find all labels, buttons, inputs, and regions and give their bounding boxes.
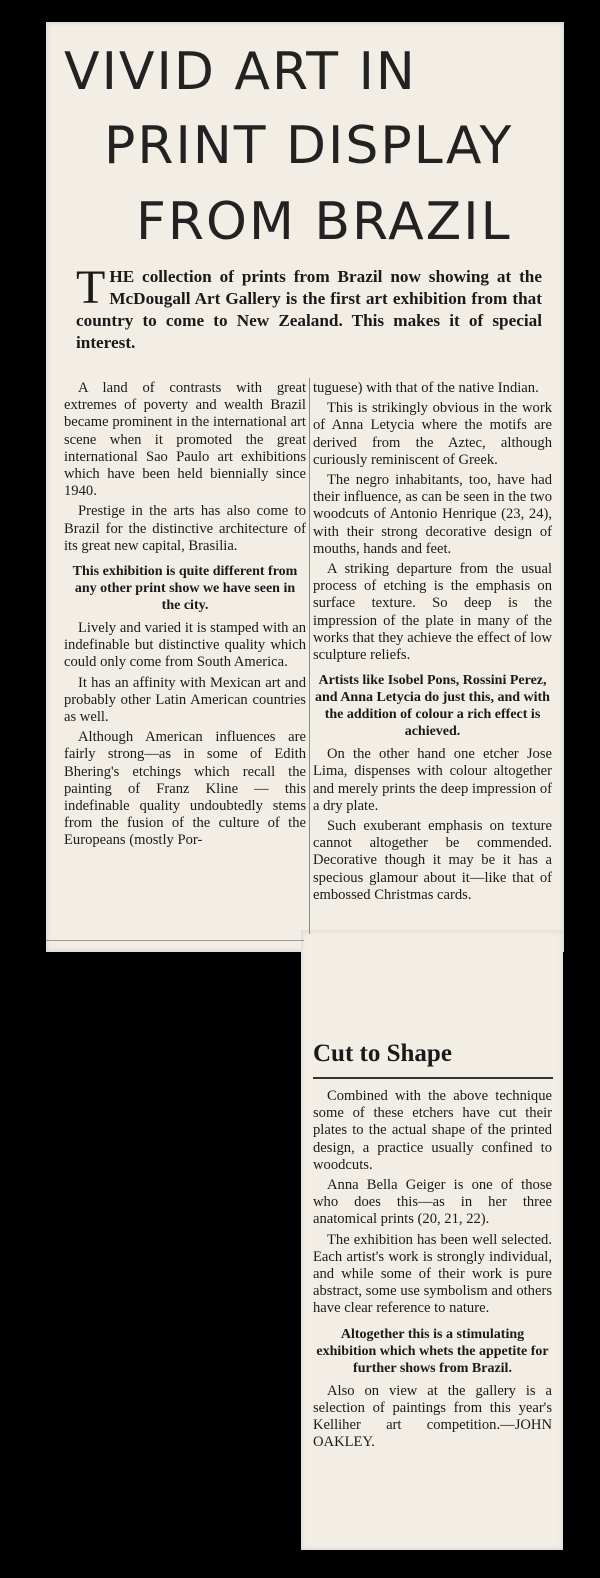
right-paragraph-1: tuguese) with that of the native Indian. <box>313 380 539 396</box>
right-paragraph-4: A striking departure from the usual process of etching is the emphasis on surface texture. So deep is the impression of the plate in many of the works that they achieve the effect of low sculpture reliefs. <box>313 561 552 664</box>
right-paragraph-2: This is strikingly obvious in the work of Anna Letycia where the motifs are derived from the Aztec, although curiously reminiscent of Greek. <box>313 400 552 468</box>
bottom-column <box>313 1088 552 1454</box>
left-paragraph-4: It has an affinity with Mexican art and probably other Latin American countries as well. <box>64 674 306 726</box>
left-column <box>64 380 306 853</box>
clipping-cut-line <box>46 940 304 941</box>
left-pull-quote: This exhibition is quite different from any other print show we have seen in the city. <box>72 564 298 614</box>
right-paragraph-5: On the other hand one etcher Jose Lima, dispenses with colour altogether and merely prints the deep impression of a dry plate. <box>313 746 552 814</box>
right-paragraph-6: Such exuberant emphasis on texture cannot altogether be commended. Decorative though it may be it has a specious glamour about it—like that of embossed Christmas cards. <box>313 818 552 903</box>
bottom-paragraph-3: The exhibition has been well selected. Each artist's work is strongly individual, and while some of their work is pure abstract, some use symbolism and others have clear reference to nature. <box>313 1231 552 1317</box>
lead-paragraph <box>76 261 542 354</box>
headline-line-1: VIVID ART IN <box>64 42 417 102</box>
column-divider <box>309 378 310 934</box>
lead-text: HE collection of prints from Brazil now showing at the McDougall Art Gallery is the first art exhibition from that country to come to New Zealand. This makes it of special interest. <box>76 267 542 352</box>
left-paragraph-1: A land of contrasts with great extremes of poverty and wealth Brazil became prominent in the international art scene when it promoted the great international Sao Paulo art exhibitions which have been held biennially since 1940. <box>64 380 306 500</box>
left-paragraph-5: Although American influences are fairly strong—as in some of Edith Bhering's etchings which recall the painting of Franz Kline — this indefinable quality undoubtedly stems from the fusion of the culture of the Europeans (mostly Por- <box>64 729 306 849</box>
bottom-paragraph-4: Also on view at the gallery is a selection of paintings from this year's Kelliher art competition.—JOHN OAKLEY. <box>313 1382 552 1451</box>
headline-line-3: FROM BRAZIL <box>136 192 512 252</box>
bottom-paragraph-2: Anna Bella Geiger is one of those who does this—as in her three anatomical prints (20, 21, 22). <box>313 1177 552 1228</box>
subheading-rule <box>313 1077 553 1079</box>
right-column <box>313 380 552 907</box>
bottom-pull-quote: Altogether this is a stimulating exhibition which whets the appetite for further shows from Brazil. <box>316 1326 549 1376</box>
right-pull-quote: Artists like Isobel Pons, Rossini Perez, and Anna Letycia do just this, and with the addition of colour a rich effect is achieved. <box>315 673 550 740</box>
subheading: Cut to Shape <box>313 1040 452 1067</box>
lead-dropcap: T <box>76 261 106 314</box>
left-paragraph-2: Prestige in the arts has also come to Brazil for the distinctive architecture of its great new capital, Brasilia. <box>64 503 306 554</box>
bottom-paragraph-1: Combined with the above technique some of these etchers have cut their plates to the actual shape of the printed design, a practice usually confined to woodcuts. <box>313 1088 552 1173</box>
left-paragraph-3: Lively and varied it is stamped with an indefinable but distinctive quality which could only come from South America. <box>64 620 306 671</box>
right-paragraph-3: The negro inhabitants, too, have had their influence, as can be seen in the two woodcuts of Antonio Henrique (23, 24), with their strong decorative design of mouths, hands and feet. <box>313 472 552 557</box>
headline-line-2: PRINT DISPLAY <box>104 116 514 176</box>
